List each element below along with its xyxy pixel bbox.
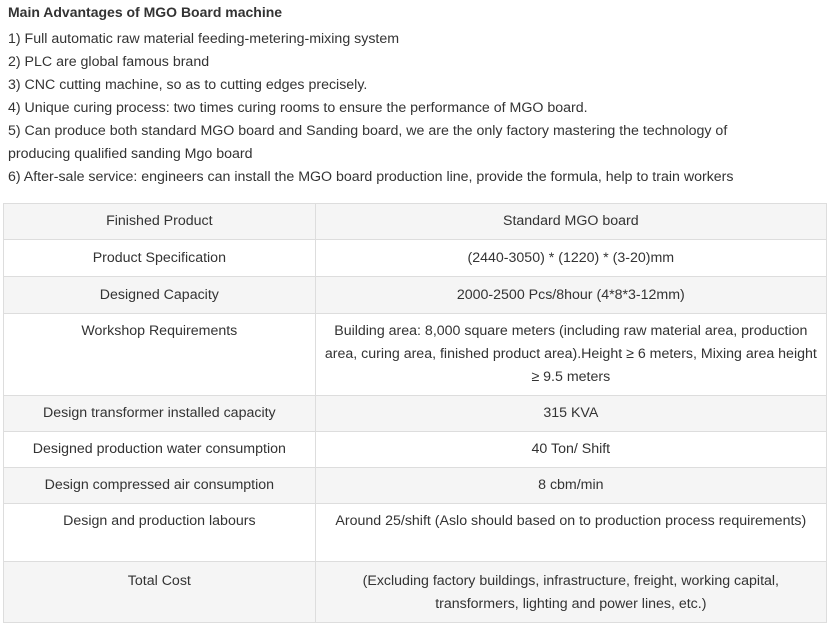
page-title: Main Advantages of MGO Board machine [8,4,283,20]
table-row [4,396,827,432]
row-value: (2440-3050) * (1220) * (3-20)mm [315,240,826,277]
table-row [4,504,827,562]
row-value: 40 Ton/ Shift [315,432,826,468]
table-row [4,277,827,314]
advantage-item: 4) Unique curing process: two times curing rooms to ensure the performance of MGO board. [8,100,588,116]
row-value: Building area: 8,000 square meters (including raw material area, production area, curing area, finished product area).Height ≥ 6 meters, Mixing area height ≥ 9.5 meters [315,314,826,396]
row-label: Design and production labours [4,504,316,562]
spec-table [3,203,827,623]
row-label: Design compressed air consumption [4,468,316,504]
row-value: 315 KVA [315,396,826,432]
row-label: Design transformer installed capacity [4,396,316,432]
advantages-list [8,28,828,189]
advantage-item: 2) PLC are global famous brand [8,54,210,70]
advantage-item: 5) Can produce both standard MGO board and Sanding board, we are the only factory mastering the technology of [8,123,728,139]
row-value: (Excluding factory buildings, infrastructure, freight, working capital, transformers, lighting and power lines, etc.) [315,562,826,623]
table-row [4,204,827,240]
advantage-item: 3) CNC cutting machine, so as to cutting edges precisely. [8,77,368,93]
advantage-item: 1) Full automatic raw material feeding-metering-mixing system [8,31,400,47]
row-label: Finished Product [4,204,316,240]
table-row [4,240,827,277]
table-row [4,314,827,396]
row-value: 2000-2500 Pcs/8hour (4*8*3-12mm) [315,277,826,314]
row-value: 8 cbm/min [315,468,826,504]
row-label: Designed Capacity [4,277,316,314]
row-label: Workshop Requirements [4,314,316,396]
row-value: Around 25/shift (Aslo should based on to production process requirements) [315,504,826,562]
row-label: Product Specification [4,240,316,277]
advantage-item: 6) After-sale service: engineers can install the MGO board production line, provide the formula, help to train workers [8,169,734,185]
table-row [4,432,827,468]
advantage-item: producing qualified sanding Mgo board [8,146,253,162]
table-row [4,468,827,504]
row-label: Designed production water consumption [4,432,316,468]
table-row [4,562,827,623]
row-value: Standard MGO board [315,204,826,240]
row-label: Total Cost [4,562,316,623]
